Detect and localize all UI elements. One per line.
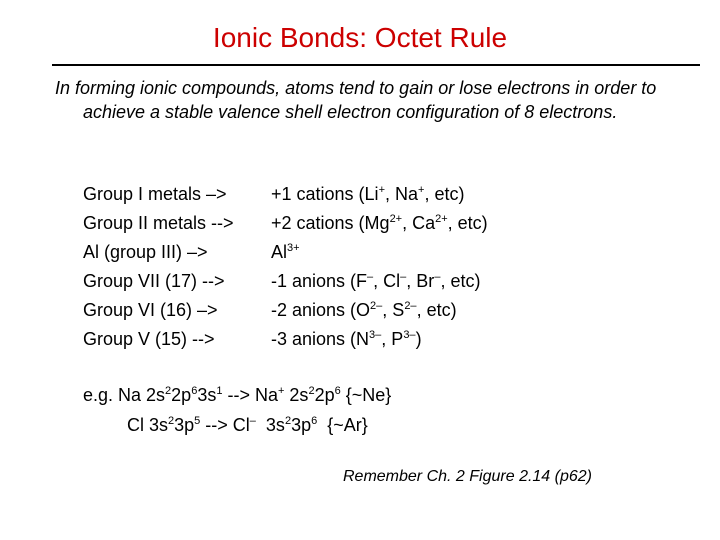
group-label: Group VI (16) –> — [83, 300, 218, 320]
group-label: Group VII (17) --> — [83, 271, 225, 291]
group-label: Group II metals --> — [83, 213, 234, 233]
title-divider — [52, 64, 700, 66]
ion-label: -1 anions (F–, Cl–, Br–, etc) — [271, 271, 481, 291]
examples — [83, 380, 391, 440]
table-row — [83, 325, 488, 354]
ion-label: +1 cations (Li+, Na+, etc) — [271, 184, 465, 204]
ion-label: $Al^{3+}$ — [271, 242, 300, 262]
table-row — [83, 209, 488, 238]
group-label: Group V (15) --> — [83, 329, 215, 349]
group-label: Al (group III) –> — [83, 242, 208, 262]
ion-label: -3 anions ($N^{3-}$, $P^{3-}$) — [271, 329, 422, 349]
table-row — [83, 180, 488, 209]
ion-label: -2 anions ($O^{2-}$, $S^{2-}$, etc) — [271, 300, 457, 320]
example-chlorine: Cl $3s^23p^5$ --> Cl– $3s^23p^6$ {~Ar} — [127, 415, 368, 435]
group-label: Group I metals –> — [83, 184, 227, 204]
ion-label: +2 cations ($Mg^{2+}$, $Ca^{2+}$, etc) — [271, 213, 488, 233]
table-row — [83, 238, 488, 267]
table-row — [83, 267, 488, 296]
intro-text: In forming ionic compounds, atoms tend to gain or lose electrons in order to achieve a stable valence shell electron configuration of 8 electrons. — [55, 78, 657, 122]
group-ion-table — [83, 180, 488, 354]
slide-title: Ionic Bonds: Octet Rule — [212, 22, 508, 53]
reference-note: Remember Ch. 2 Figure 2.14 (p62) — [343, 468, 592, 485]
example-sodium: e.g. Na $2s^22p^63s^1$ --> Na+ $2s^22p^6$ {~Ne} — [83, 385, 392, 405]
table-row — [83, 296, 488, 325]
